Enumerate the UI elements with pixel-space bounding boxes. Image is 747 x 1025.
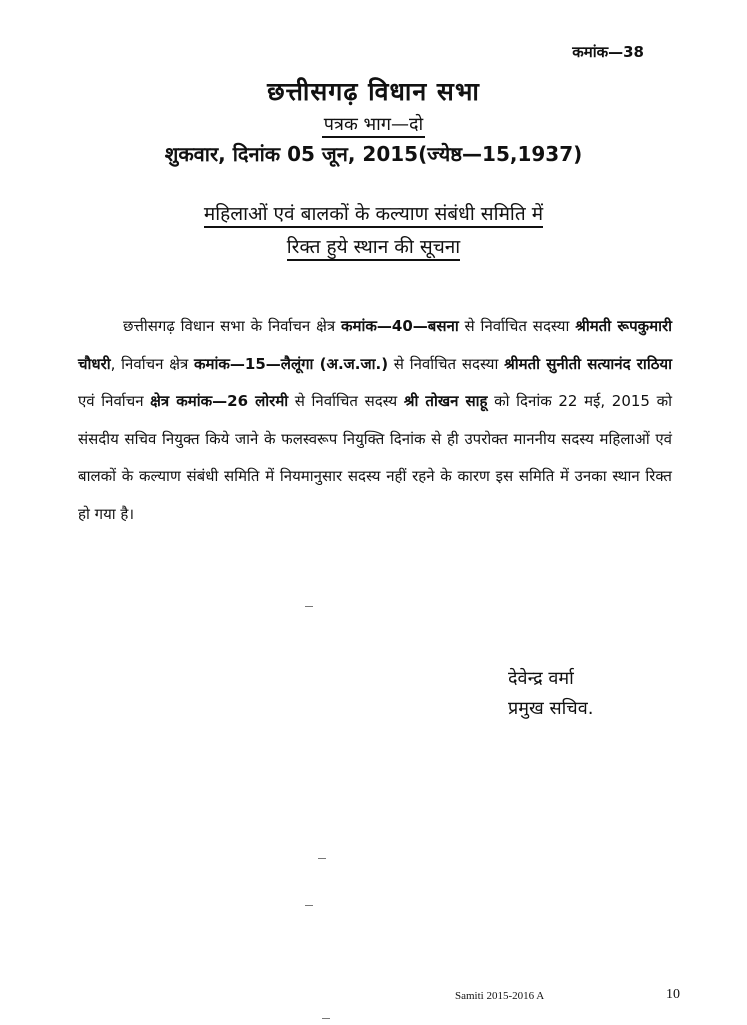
scan-mark	[318, 858, 326, 859]
scan-mark	[305, 905, 313, 906]
serial-number: कमांक—38	[572, 43, 644, 61]
signatory-name: देवेन्द्र वर्मा	[508, 668, 574, 689]
body-text-2: से निर्वाचित सदस्या	[458, 317, 576, 335]
scan-mark	[322, 1018, 330, 1019]
bulletin-part	[0, 112, 747, 136]
constituency-basna: कमांक—40—बसना	[341, 317, 459, 335]
subject-line-2: रिक्त हुये स्थान की सूचना	[287, 236, 460, 261]
signatory-designation: प्रमुख सचिव.	[508, 698, 594, 719]
dateline: शुकवार, दिनांक 05 जून, 2015(ज्येष्ठ—15,1937)	[164, 142, 583, 166]
body-text-1: छत्तीसगढ़ विधान सभा के निर्वाचन क्षेत्र	[123, 317, 342, 335]
body-text-5: एवं निर्वाचन	[78, 392, 151, 410]
subject-line-1: महिलाओं एवं बालकों के कल्याण संबंधी समिति में	[204, 203, 543, 228]
constituency-lailunga: कमांक—15—लैलूंगा (अ.ज.जा.)	[194, 354, 389, 373]
footer-code: Samiti 2015-2016 A	[455, 990, 545, 1002]
document-title: छत्तीसगढ़ विधान सभा	[267, 77, 480, 106]
body-text-6: से निर्वाचित सदस्य	[288, 392, 404, 410]
notice-subject	[0, 198, 747, 264]
subject-line-1-row	[0, 198, 747, 231]
member-name-3: श्री तोखन साहू	[403, 392, 488, 410]
body-text-4: से निर्वाचित सदस्या	[388, 354, 505, 373]
member-name-2: श्रीमती सुनीती सत्यानंद राठिया	[504, 354, 672, 373]
constituency-lormi: क्षेत्र कमांक—26 लोरमी	[150, 392, 289, 410]
subject-line-2-row	[0, 231, 747, 264]
body-text-3: , निर्वाचन क्षेत्र	[110, 354, 194, 373]
member-name-1: श्रीमती रूपकुमारी चौधरी	[78, 317, 672, 373]
signature-block	[508, 664, 593, 724]
body-text-7: को दिनांक 22 मई, 2015 को संसदीय सचिव नियुक्त किये जाने के फलस्वरूप नियुक्ति दिनांक से ही उपरोक्त माननीय सदस्य महिलाओं एवं बालकों के कल्याण संबंधी समिति में नियमानुसार सदस्य नहीं रहने के कारण इस समिति में उनका स्थान रिक्त हो गया है।	[78, 392, 672, 523]
notice-body	[78, 308, 672, 533]
page-number: 10	[666, 987, 680, 1002]
scan-mark	[305, 606, 313, 607]
bulletin-part-text: पत्रक भाग—दो	[322, 114, 425, 138]
